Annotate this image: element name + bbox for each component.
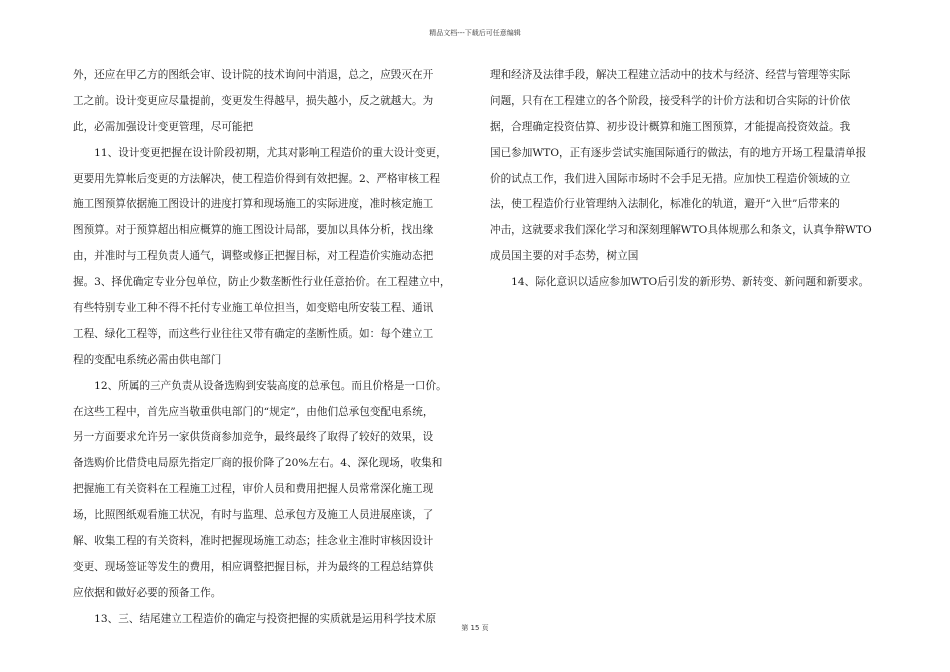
text-line: 工之前。设计变更应尽量提前，变更发生得越早，损失越小，反之就越大。为 [73, 94, 434, 107]
text-line: 施工图预算依据施工图设计的进度打算和现场施工的实际进度，准时核定施工 [73, 198, 434, 211]
text-line: 13、三、结尾建立工程造价的确定与投资把握的实质就是运用科学技术原 [73, 612, 437, 625]
left-column [73, 63, 467, 633]
text-line: 问题，只有在工程建立的各个阶段，接受科学的计价方法和切合实际的计价依 [490, 94, 851, 107]
text-line: 成员国主要的对手态势，树立国 [490, 250, 639, 263]
text-line: 解、收集工程的有关资料，准时把握现场施工动态；挂念业主准时审核因设计 [73, 535, 434, 548]
text-line: 另一方面要求允许另一家供货商参加竞争，最终最终了取得了较好的效果，设 [73, 431, 434, 444]
text-line: 由，并准时与工程负责人通气，调整或修正把握目标，对工程造价实施动态把 [73, 250, 434, 263]
text-line: 有些特别专业工种不得不托付专业施工单位担当，如变赔电所安装工程、通讯 [73, 302, 434, 315]
text-line: 理和经济及法律手段，解决工程建立活动中的技术与经济、经营与管理等实际 [490, 69, 851, 81]
text-line: 此，必需加强设计变更管理，尽可能把 [73, 120, 254, 133]
text-line: 程的变配电系统必需由供电部门 [73, 353, 222, 366]
text-line: 把握施工有关资料在工程施工过程，审价人员和费用把握人员常常深化施工现 [73, 483, 434, 496]
text-line: 国已参加WTO，正有逐步尝试实施国际通行的做法，有的地方开场工程量清单报 [490, 146, 867, 159]
text-line: 图预算。对于预算超出相应概算的施工图设计局部，要加以具体分析，找出缘 [73, 224, 434, 237]
right-column [490, 63, 884, 296]
page-number: 第 15 页 [461, 624, 489, 632]
page-header: 精品文档---下载后可任意编辑 [429, 29, 521, 37]
text-line: 12、所属的三产负责从设备选购到安装高度的总承包。而且价格是一口价。 [73, 379, 447, 392]
text-line: 应依据和做好必要的预备工作。 [73, 586, 222, 599]
text-line: 变更、现场签证等发生的费用，相应调整把握目标，并为最终的工程总结算供 [73, 560, 434, 573]
text-line: 法，使工程造价行业管理纳入法制化，标准化的轨道，避开“入世”后带来的 [490, 198, 840, 211]
text-line: 工程、绿化工程等，而这些行业往往又带有确定的垄断性质。如：每个建立工 [73, 327, 434, 340]
text-line: 外，还应在甲乙方的图纸会审、设计院的技术询问中消退，总之，应毁灭在开 [73, 69, 434, 81]
text-line: 价的试点工作，我们进入国际市场时不会手足无措。应加快工程造价领域的立 [490, 172, 851, 185]
text-line: 冲击，这就要求我们深化学习和深刻理解WTO具体规那么和条文，认真争辩WTO [490, 224, 872, 237]
text-line: 更要用先算帐后变更的方法解决，使工程造价得到有效把握。2、严格审核工程 [73, 172, 440, 185]
text-line: 据，合理确定投资估算、初步设计概算和施工图预算，才能提高投资效益。我 [490, 120, 851, 133]
text-line: 备选购价比借贷电局原先指定厂商的报价降了20%左右。4、深化现场，收集和 [73, 457, 443, 470]
text-line: 在这些工程中，首先应当敬重供电部门的“规定”，由他们总承包变配电系统， [73, 405, 434, 418]
text-line: 11、设计变更把握在设计阶段初期，尤其对影响工程造价的重大设计变更， [73, 146, 447, 159]
text-line: 场，比照图纸观看施工状况，有时与监理、总承包方及施工人员进展座谈，了 [73, 509, 434, 522]
text-line: 握。3、择优确定专业分包单位，防止少数垄断性行业任意抬价。在工程建立中， [73, 276, 451, 289]
text-line: 14、际化意识以适应参加WTO后引发的新形势、新转变、新问题和新要求。 [490, 276, 870, 289]
